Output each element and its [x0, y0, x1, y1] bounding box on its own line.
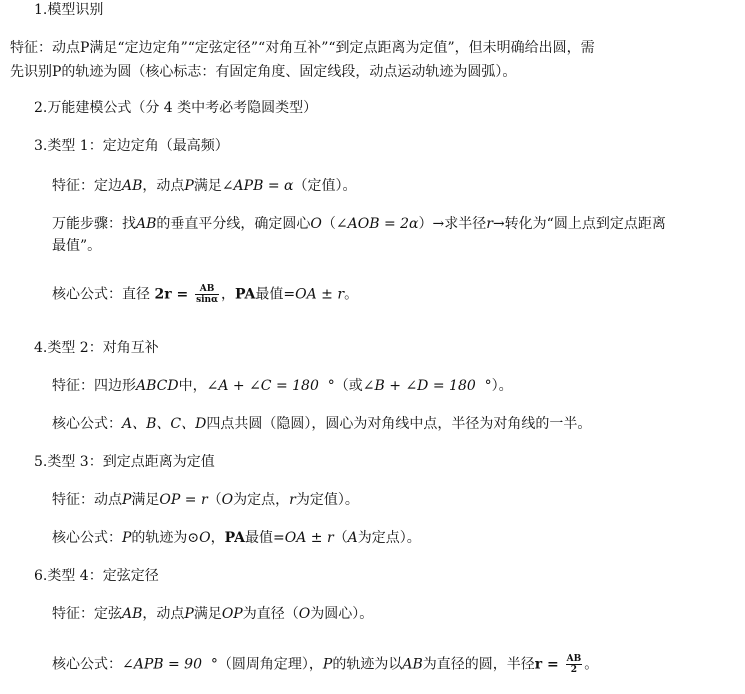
section-2-heading: 2.万能建模公式（分 4 类中考必考隐圆类型）	[34, 100, 318, 116]
type1-steps-line-2: 最值”。	[52, 238, 102, 254]
section-3-heading: 3.类型 1：定边定角（最高频）	[34, 138, 229, 154]
section-6-heading: 6.类型 4：定弦定径	[34, 568, 159, 584]
intro-line-2: 先识别P的轨迹为圆（核心标志：有固定角度、固定线段，动点运动轨迹为圆弧）。	[10, 64, 517, 80]
type4-fraction: $\frac{AB}{2}$	[566, 654, 582, 675]
section-1-heading: 1.模型识别	[34, 2, 104, 18]
type1-feature: 特征：定边AB，动点P满足∠APB = α（定值）。	[52, 178, 357, 194]
type3-core: 核心公式：P的轨迹为⊙O，PA最值=OA ± r（A为定点）。	[52, 530, 421, 546]
type4-core: 核心公式：∠APB = 90 °（圆周角定理），P的轨迹为以AB为直径的圆，半径r = $\frac{AB}{2}$ 。	[52, 654, 599, 675]
section-5-heading: 5.类型 3：到定点距离为定值	[34, 454, 215, 470]
type2-feature: 特征：四边形ABCD中，∠A + ∠C = 180 °（或∠B + ∠D = 180 °）。	[52, 378, 513, 394]
type1-formula: 核心公式：直径 2r = $\frac{AB}{\sin\alpha}$ ，PA最值=OA ± r。	[52, 284, 359, 305]
type1-steps-line-1: 万能步骤：找AB的垂直平分线，确定圆心O（∠AOB = 2α）→求半径r→转化为“圆上点到定点距离	[52, 216, 666, 232]
type2-core: 核心公式：A、B、C、D四点共圆（隐圆），圆心为对角线中点，半径为对角线的一半。	[52, 416, 592, 432]
type3-feature: 特征：动点P满足OP = r（O为定点，r为定值）。	[52, 492, 359, 508]
section-4-heading: 4.类型 2：对角互补	[34, 340, 159, 356]
intro-line-1: 特征：动点P满足“定边定角”“定弦定径”“对角互补”“到定点距离为定值”，但未明确给出圆，需	[10, 40, 595, 56]
type4-feature: 特征：定弦AB，动点P满足OP为直径（O为圆心）。	[52, 606, 374, 622]
type1-fraction: $\frac{AB}{\sin\alpha}$	[196, 284, 219, 305]
